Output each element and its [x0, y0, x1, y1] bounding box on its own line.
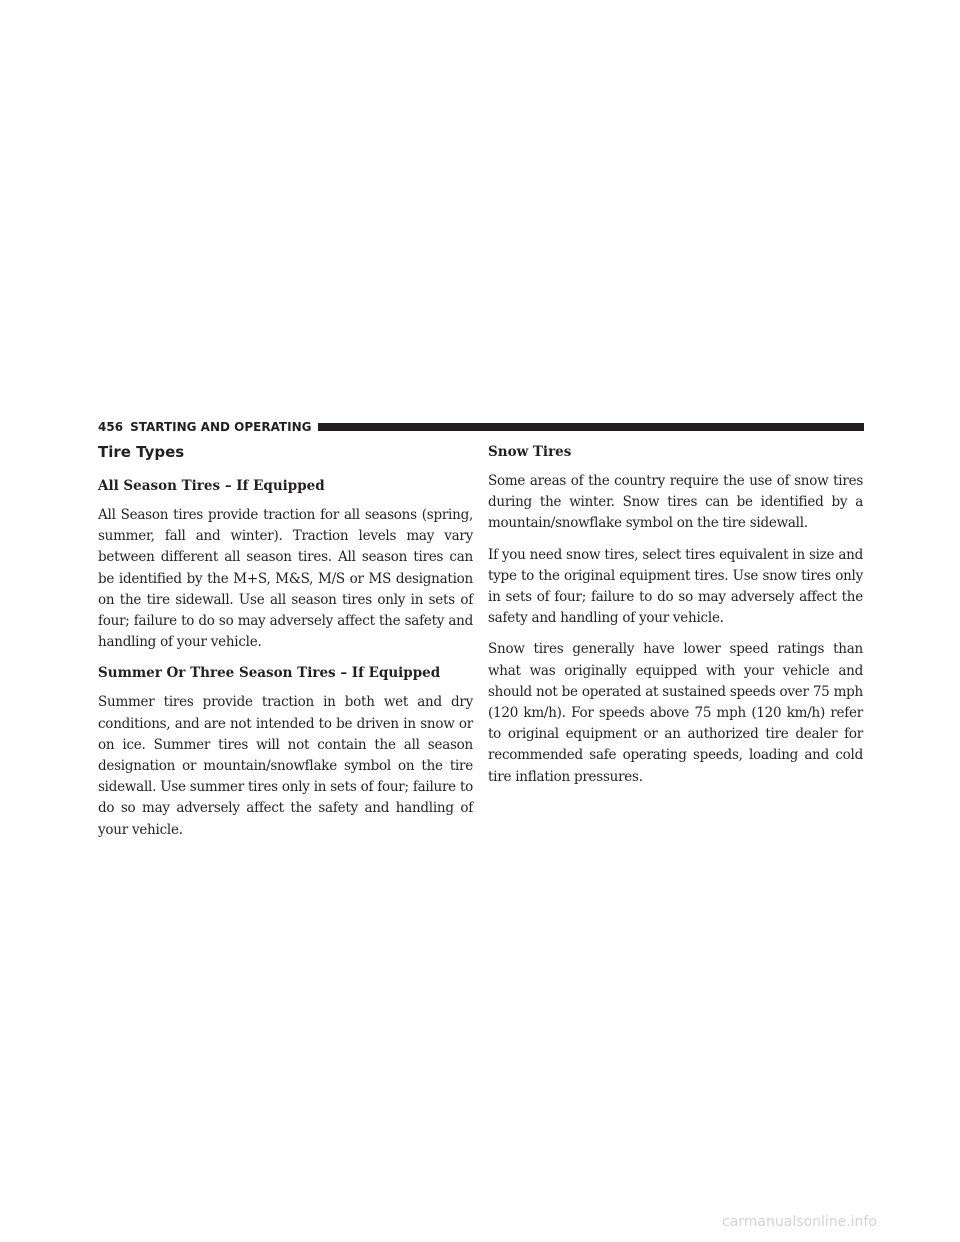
snow-tires-heading: Snow Tires	[488, 444, 572, 460]
right-column	[488, 440, 863, 798]
watermark-link[interactable]: carmanualsonline.info	[722, 1214, 877, 1230]
section-title: STARTING AND OPERATING	[130, 420, 312, 434]
snow-paragraph-3: Snow tires generally have lower speed ratings than what was originally equipped with your vehicle and should not be operated at sustained speeds over 75 mph (120 km/h). For speeds above 75 mph (120 km/h) refer to original equipment or an authorized tire dealer for recommended safe operating speeds, loading and cold tire inflation pressures.	[488, 641, 863, 785]
page-header	[98, 420, 864, 434]
all-season-heading: All Season Tires – If Equipped	[98, 478, 325, 494]
summer-paragraph: Summer tires provide traction in both wet and dry conditions, and are not intended to be driven in snow or on ice. Summer tires will not contain the all season designation or mountain/snowflake symbol on the tire sidewall. Use summer tires only in sets of four; failure to do so may adversely affect the safety and handling of your vehicle.	[98, 694, 474, 838]
left-column	[98, 440, 473, 851]
all-season-paragraph: All Season tires provide traction for all seasons (spring, summer, fall and winter). Traction levels may vary between different all season tires. All season tires can be identified by the M+S, M&S, M/S or MS designation on the tire sidewall. Use all season tires only in sets of four; failure to do so may adversely affect the safety and handling of your vehicle.	[98, 507, 473, 651]
snow-paragraph-2: If you need snow tires, select tires equivalent in size and type to the original equipment tires. Use snow tires only in sets of four; failure to do so may adversely affect the safety and handling of your vehicle.	[488, 546, 863, 627]
header-rule	[318, 423, 864, 431]
tire-types-heading: Tire Types	[98, 443, 185, 461]
summer-heading: Summer Or Three Season Tires – If Equipped	[98, 665, 441, 682]
page-number: 456	[98, 420, 124, 434]
snow-paragraph-1: Some areas of the country require the use of snow tires during the winter. Snow tires can be identified by a mountain/snowflake symbol on the tire sidewall.	[488, 473, 863, 532]
